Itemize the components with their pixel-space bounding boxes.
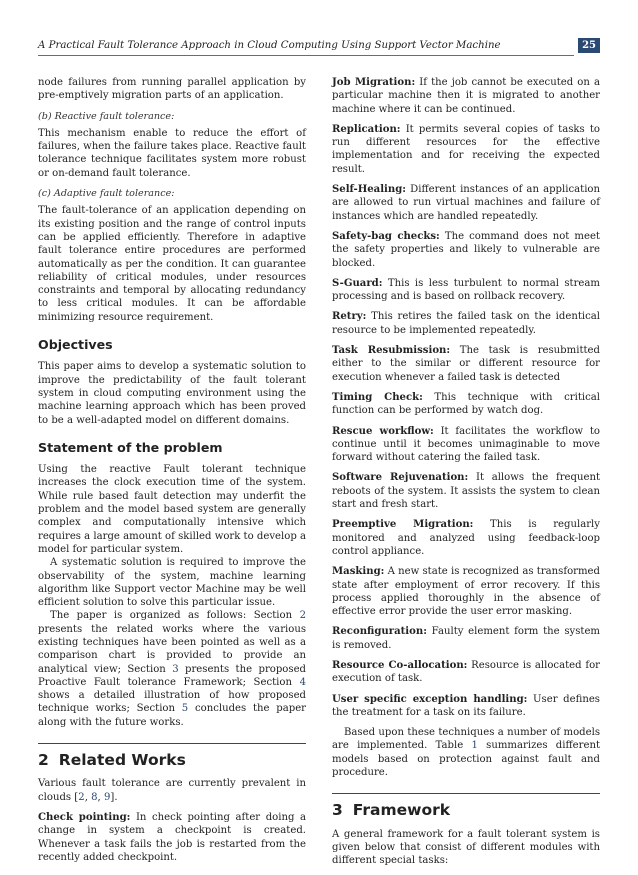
technique-description: This is less turbulent to normal stream processing and is based on rollback recovery. [332,277,600,303]
technique-term: Retry: [332,311,367,323]
technique-item [332,76,600,116]
left-column [38,76,306,871]
technique-term: S-Guard: [332,277,383,289]
technique-description: The command does not meet the safety properties and likely to vulnerable are blocked. [332,230,600,269]
technique-term: Safety-bag checks: [332,230,440,242]
framework-paragraph: A general framework for a fault tolerant system is given below that consist of different modules with different special tasks: [332,828,600,867]
section-2-link[interactable]: 2 [299,610,306,622]
technique-item [332,565,600,618]
section-5-link[interactable]: 5 [181,703,189,715]
summary-text-1: Based upon these techniques a number of models are implemented. Table [332,727,600,752]
framework-title: Framework [352,801,451,820]
technique-item [332,310,600,337]
section-3-link[interactable]: 3 [172,663,179,675]
technique-item [332,693,600,720]
section-4-link[interactable]: 4 [299,676,306,688]
technique-description: User defines the treatment for a task on its failure. [332,693,600,718]
technique-description: Resource is allocated for execution of task. [332,659,600,685]
adaptive-subheading: (c) Adaptive fault tolerance: [38,188,175,200]
technique-description: This technique with critical function can be performed by watch dog. [332,391,601,417]
framework-number: 3 [332,801,343,820]
intro-paragraph: node failures from running parallel application by pre-emptively migration parts of an application. [38,77,306,102]
technique-term: Job Migration: [332,77,416,88]
technique-description: This is regularly monitored and analyzed using feedback-loop control appliance. [332,519,600,557]
technique-term: Replication: [332,123,401,135]
technique-item [332,123,600,176]
technique-item [332,183,600,223]
citation-link[interactable]: 2 [78,791,85,803]
summary-text-2: summarizes different models based on protection against fault and procedure. [332,740,600,779]
technique-item [332,625,600,652]
header-rule [38,55,574,56]
technique-term: Timing Check: [332,391,423,403]
problem-paragraph-2: A systematic solution is required to improve the observability of the system, machine learning algorithm like Support vector Machine may be well efficient solution to solve this particular issue. [38,557,306,609]
technique-item [332,425,600,465]
citation-link[interactable]: 9 [103,791,111,803]
technique-term: Software Rejuvenation: [332,472,469,484]
org-text-4: shows a detailed illustration of how proposed technique works; Section [38,690,306,715]
technique-term: Reconfiguration: [332,626,427,638]
page-number-badge: 25 [578,38,600,53]
summary-paragraph [332,726,600,779]
technique-item [332,230,600,270]
technique-term: Preemptive Migration: [332,519,474,531]
checkpoint-text: In check pointing after doing a change in system a checkpoint is created. Whenever a task fails the job is restarted from the recently added checkpoint. [38,811,306,863]
technique-item [332,518,600,558]
related-works-title: Related Works [58,751,186,770]
technique-description: If the job cannot be executed on a particular machine then it is migrated to another machine where it can be continued. [332,77,600,115]
objectives-paragraph: This paper aims to develop a systematic solution to improve the predictability of the fault tolerant system in cloud computing environment using the machine learning approach which has been proved to be a well-adapted model on different domains. [38,361,306,426]
citation-link[interactable]: 8 [91,791,98,803]
technique-list [332,76,600,719]
related-works-heading [38,743,306,770]
technique-description: It facilitates the workflow to continue until it becomes unimaginable to move forward without catering the failed task. [332,425,601,464]
table-1-link[interactable]: 1 [471,740,478,752]
running-header [38,38,600,56]
adaptive-paragraph: The fault-tolerance of an application depending on its existing position and the range of control inputs can be applied efficiently. Therefore in adaptive fault tolerance entire procedures are performed automatically as per the condition. It can guarantee reliability of critical modules, under resources constraints and temporal by allocating redundancy to less critical modules. It can be affordable minimizing resource requirement. [38,205,306,323]
organization-paragraph [38,609,306,729]
technique-term: Self-Healing: [332,184,407,196]
technique-description: Different instances of an application are allowed to run virtual machines and failure of instances which are handled repeatedly. [332,184,600,222]
technique-description: A new state is recognized as transformed state after employment of error recovery. If this process applied thoroughly in the absence of effective error provide the user error masking. [332,566,600,618]
checkpoint-term: Check pointing: [38,811,131,823]
technique-term: Rescue workflow: [332,425,434,437]
technique-description: This retires the failed task on the identical resource to be implemented repeatedly. [332,311,600,336]
technique-item [332,277,600,304]
related-works-paragraph: Various fault tolerance are currently prevalent in clouds [2, 8, 9]. [38,778,306,803]
running-title: A Practical Fault Tolerance Approach in Cloud Computing Using Support Vector Machine [38,40,501,51]
related-text-end: ]. [110,791,118,803]
technique-term: Resource Co-allocation: [332,659,468,671]
checkpoint-paragraph [38,811,306,864]
technique-description: The task is resubmitted either to the similar or different resource for execution whenever a failed task is detected [332,345,600,383]
org-text-5: concludes the paper along with the future works. [38,703,306,728]
reactive-subheading: (b) Reactive fault tolerance: [38,110,175,122]
technique-description: Faulty element form the system is removed. [332,626,600,651]
related-works-number: 2 [38,751,49,770]
org-text-1: The paper is organized as follows: Section [50,610,300,622]
org-text-2: presents the related works where the various existing techniques have been pointed as well as a comparison chart is provided to provide an analytical view; Section [38,623,306,675]
technique-item [332,659,600,686]
technique-term: Task Resubmission: [332,345,451,357]
technique-term: User specific exception handling: [332,693,528,705]
technique-item [332,471,600,511]
related-text: Various fault tolerance are currently prevalent in clouds [ [38,778,306,803]
objectives-heading: Objectives [38,337,113,353]
reactive-paragraph: This mechanism enable to reduce the effort of failures, when the failure takes place. Reactive fault tolerance technique facilitates system more robust or on-demand fault tolerance. [38,127,306,179]
technique-term: Masking: [332,566,385,578]
technique-item [332,391,600,418]
org-text-3: presents the proposed Proactive Fault tolerance Framework; Section [38,663,307,688]
technique-description: It allows the frequent reboots of the system. It assists the system to clean start and fresh start. [332,472,600,511]
problem-paragraph: Using the reactive Fault tolerant technique increases the clock execution time of the system. While rule based fault detection may underfit the problem and the model based system are generally complex and computationally intensive which requires a large amount of skilled work to develop a model for particular system. [38,464,307,555]
right-column [332,76,600,875]
problem-heading: Statement of the problem [38,439,223,455]
framework-heading [332,793,600,820]
technique-item [332,344,600,384]
technique-description: It permits several copies of tasks to run different resources for the effective implementation and for receiving the expected result. [332,123,600,175]
